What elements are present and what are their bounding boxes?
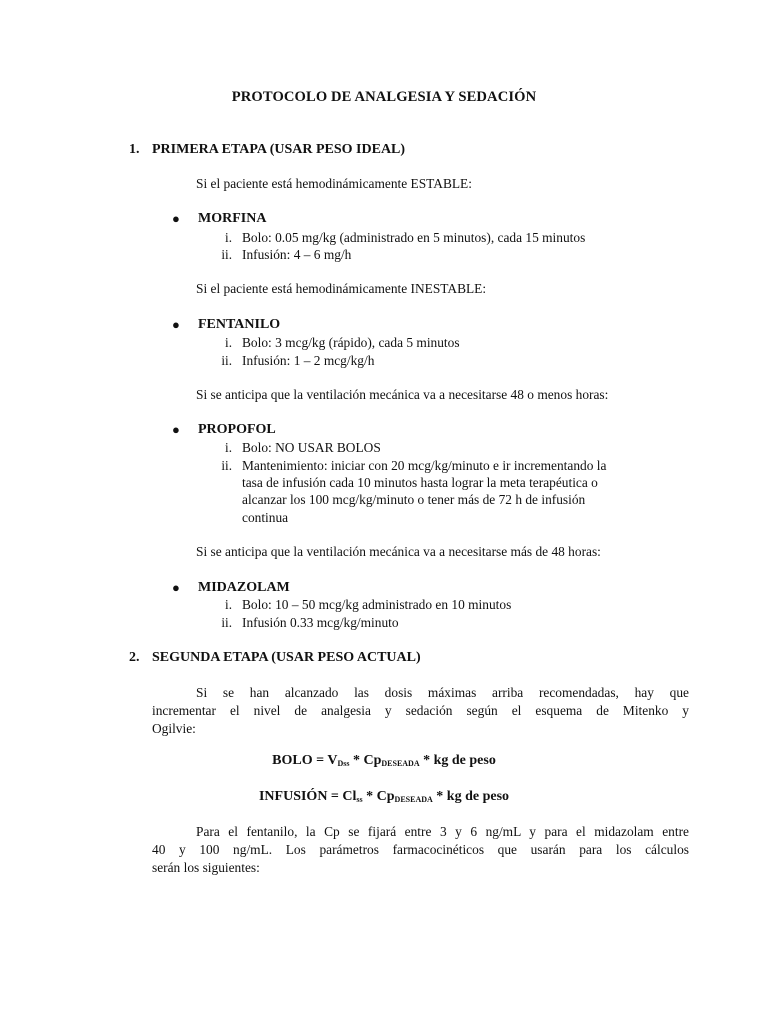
propofol-bolo: Bolo: NO USAR BOLOS xyxy=(242,440,381,455)
list-marker: ii. xyxy=(221,458,232,473)
formula-text: INFUSIÓN = Cl xyxy=(258,789,357,804)
propofol-maintenance-line: tasa de infusión cada 10 minutos hasta lograr la meta terapéutica o xyxy=(242,475,598,490)
formula-infusion xyxy=(0,789,768,805)
intro-short-ventilation: Si se anticipa que la ventilación mecánica va a necesitarse 48 o menos horas: xyxy=(196,387,609,402)
paragraph-line: incrementar el nivel de analgesia y sedación según el esquema de Mitenko y xyxy=(152,703,689,718)
morfina-bolo: Bolo: 0.05 mg/kg (administrado en 5 minutos), cada 15 minutos xyxy=(242,230,586,245)
midazolam-bolo: Bolo: 10 – 50 mcg/kg administrado en 10 minutos xyxy=(242,597,512,612)
bullet-icon: ● xyxy=(172,422,180,437)
list-marker: i. xyxy=(225,335,232,350)
formula-subscript: DESEADA xyxy=(381,759,420,768)
intro-stable: Si el paciente está hemodinámicamente ESTABLE: xyxy=(196,176,472,191)
paragraph-line: 40 y 100 ng/mL. Los parámetros farmacocinéticos que usarán para los cálculos xyxy=(152,842,689,857)
midazolam-infusion: Infusión 0.33 mcg/kg/minuto xyxy=(242,615,399,630)
paragraph-parameters xyxy=(152,823,689,877)
drug-propofol: PROPOFOL xyxy=(198,422,276,437)
paragraph-line: Para el fentanilo, la Cp se fijará entre 3 y 6 ng/mL y para el midazolam entre xyxy=(196,824,689,839)
paragraph-mitenko xyxy=(152,684,689,738)
morfina-infusion: Infusión: 4 – 6 mg/h xyxy=(242,247,352,262)
intro-long-ventilation: Si se anticipa que la ventilación mecánica va a necesitarse más de 48 horas: xyxy=(196,544,601,559)
formula-text: BOLO = V xyxy=(272,753,338,768)
document-title: PROTOCOLO DE ANALGESIA Y SEDACIÓN xyxy=(231,89,537,105)
bullet-icon: ● xyxy=(172,211,180,226)
section-1-number: 1. xyxy=(129,142,140,157)
list-marker: i. xyxy=(225,597,232,612)
formula-subscript: Dss xyxy=(337,759,350,768)
fentanilo-infusion: Infusión: 1 – 2 mcg/kg/h xyxy=(242,353,375,368)
formula-subscript: DESEADA xyxy=(394,795,433,804)
propofol-maintenance-line: continua xyxy=(242,510,289,525)
formula-subscript: ss xyxy=(356,795,363,804)
formula-text: * Cp xyxy=(349,753,382,768)
list-marker: ii. xyxy=(221,247,232,262)
formula-text: * kg de peso xyxy=(432,789,510,804)
list-marker: ii. xyxy=(221,353,232,368)
list-marker: i. xyxy=(225,230,232,245)
section-1-heading: PRIMERA ETAPA (USAR PESO IDEAL) xyxy=(152,142,406,157)
fentanilo-bolo: Bolo: 3 mcg/kg (rápido), cada 5 minutos xyxy=(242,335,460,350)
list-marker: i. xyxy=(225,440,232,455)
bullet-icon: ● xyxy=(172,317,180,332)
propofol-maintenance-line: alcanzar los 100 mcg/kg/minuto o tener más de 72 h de infusión xyxy=(242,492,586,507)
propofol-maintenance-line: Mantenimiento: iniciar con 20 mcg/kg/minuto e ir incrementando la xyxy=(242,458,607,473)
drug-morfina: MORFINA xyxy=(198,211,267,226)
paragraph-line: Si se han alcanzado las dosis máximas arriba recomendadas, hay que xyxy=(196,685,689,700)
intro-unstable: Si el paciente está hemodinámicamente INESTABLE: xyxy=(196,281,487,296)
bullet-icon: ● xyxy=(172,580,180,595)
formula-text: * Cp xyxy=(362,789,395,804)
section-2-heading: SEGUNDA ETAPA (USAR PESO ACTUAL) xyxy=(152,650,421,665)
paragraph-line: Ogilvie: xyxy=(152,721,196,736)
drug-midazolam: MIDAZOLAM xyxy=(198,580,290,595)
drug-fentanilo: FENTANILO xyxy=(198,317,281,332)
list-marker: ii. xyxy=(221,615,232,630)
paragraph-line: serán los siguientes: xyxy=(152,860,260,875)
section-2-number: 2. xyxy=(129,650,140,665)
formula-text: * kg de peso xyxy=(419,753,496,768)
formula-bolo xyxy=(0,753,768,769)
